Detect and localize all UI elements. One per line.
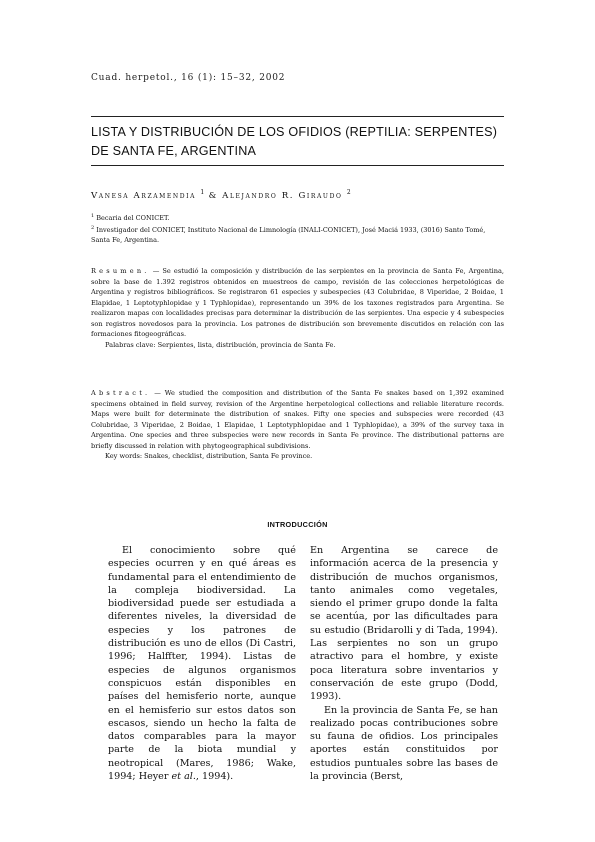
right-column [310,544,498,783]
left-column [108,544,296,783]
affiliation-1 [91,212,504,224]
abstract-label: Abstract. [91,389,151,397]
section-heading-introduccion: INTRODUCCIÓN [267,520,328,529]
title-bottom-rule [91,165,504,166]
intro-paragraph-3: En la provincia de Santa Fe, se han realizado pocas contribuciones sobre su fauna de ofidios. Los principales aportes están constituidos por estudios puntuales sobre las bases de la provincia (Berst, [310,704,498,783]
affiliation-1-sup: 1 [91,213,95,219]
author-separator: & [208,190,223,201]
author-2-sup: 2 [346,189,351,196]
author-1-sup: 1 [200,189,205,196]
affiliation-1-text: Becaria del CONICET. [94,214,170,223]
resumen-block [91,266,504,350]
title-line-2: DE SANTA FE, ARGENTINA [91,144,257,158]
title-line-1: LISTA Y DISTRIBUCIÓN DE LOS OFIDIOS (REPTILIA: SERPENTES) [91,125,498,139]
abstract-block [91,388,504,462]
abstract-text: — We studied the composition and distribution of the Santa Fe snakes based on 1,392 examined specimens obtained in field survey, revision of the Argentine herpetological collections and reliable literature records. Maps were built for determinate the distribution of snakes. Fifty one species and subspecies were recorded (43 Colubridae, 3 Viperidae, 2 Boidae, 1 Elapidae, 1 Leptotyphlopidae and 1 Typhlopidae), a 39% of the survey taxa in Argentina. One species and three subspecies were new records in Santa Fe province. The distributional patterns are briefly discussed in relation with phytogeographical subdivisions. [91,389,504,450]
journal-citation: Cuad. herpetol., 16 (1): 15–32, 2002 [91,73,286,83]
affiliations [91,212,504,246]
intro-p1-text-a: El conocimiento sobre qué especies ocurren y en qué áreas es fundamental para el entendimiento de la compleja biodiversidad. La biodiversidad puede ser estudiada a diferentes niveles, la diversidad de especies y los patrones de distribución es uno de ellos (Di Castri, 1996; Halffter, 1994). Listas de especies de algunos organismos conspicuos están disponibles en países del hemisferio norte, aunque en el hemisferio sur estos datos son escasos, siendo un hecho la falta de datos comparables para la mayor parte de la biota mundial y neotropical (Mares, 1986; Wake, 1994; Heyer [108,545,296,783]
intro-paragraph-2: En Argentina se carece de información acerca de la presencia y distribución de muchos organismos, tanto animales como vegetales, siendo el primer grupo donde la falta se acentúa, por las dificultades para su estudio (Bridarolli y di Tada, 1994). Las serpientes no son un grupo atractivo para el hombre, y existe poca literatura sobre inventarios y conservación de este grupo (Dodd, 1993). [310,545,498,703]
author-1: Vanesa Arzamendia [91,190,197,201]
affiliation-2 [91,224,504,246]
intro-p1-etal: et al. [171,771,196,783]
intro-paragraph-1 [108,544,296,783]
resumen-paragraph [91,266,504,340]
intro-p1-text-b: , 1994). [195,771,234,783]
author-line [91,189,351,201]
article-title [91,123,504,161]
abstract-paragraph [91,388,504,451]
resumen-keywords: Palabras clave: Serpientes, lista, distribución, provincia de Santa Fe. [105,340,336,349]
resumen-label: Resumen. [91,267,150,275]
resumen-text: — Se estudió la composición y distribución de las serpientes en la provincia de Santa Fe, Argentina, sobre la base de 1.392 registros obtenidos en muestreos de campo, revisión de las colecciones herpetológicas de Argentina y registros bibliográficos. Se registraron 61 especies y subespecies (43 Colubridae, 8 Viperidae, 2 Boidae, 1 Elapidae, 1 Leptotyphlopidae y 1 Typhlopidae), representando un 39% de los taxones registrados para Argentina. Se realizaron mapas con localidades precisas para determinar la distribución de las serpientes. Una especie y 4 subespecies son registros novedosos para la provincia. Los patrones de distribución son brevemente discutidos en relación con las formaciones fitogeográficas. [91,267,504,338]
affiliation-2-text: Investigador del CONICET, Instituto Nacional de Limnología (INALI-CONICET), José Maciá 1933, (3016) Santo Tomé, Santa Fe, Argentina. [91,226,486,244]
abstract-keywords: Key words: Snakes, checklist, distribution, Santa Fe province. [105,452,313,460]
author-2: Alejandro R. Giraudo [222,190,343,201]
title-top-rule [91,116,504,117]
affiliation-2-sup: 2 [91,224,95,231]
